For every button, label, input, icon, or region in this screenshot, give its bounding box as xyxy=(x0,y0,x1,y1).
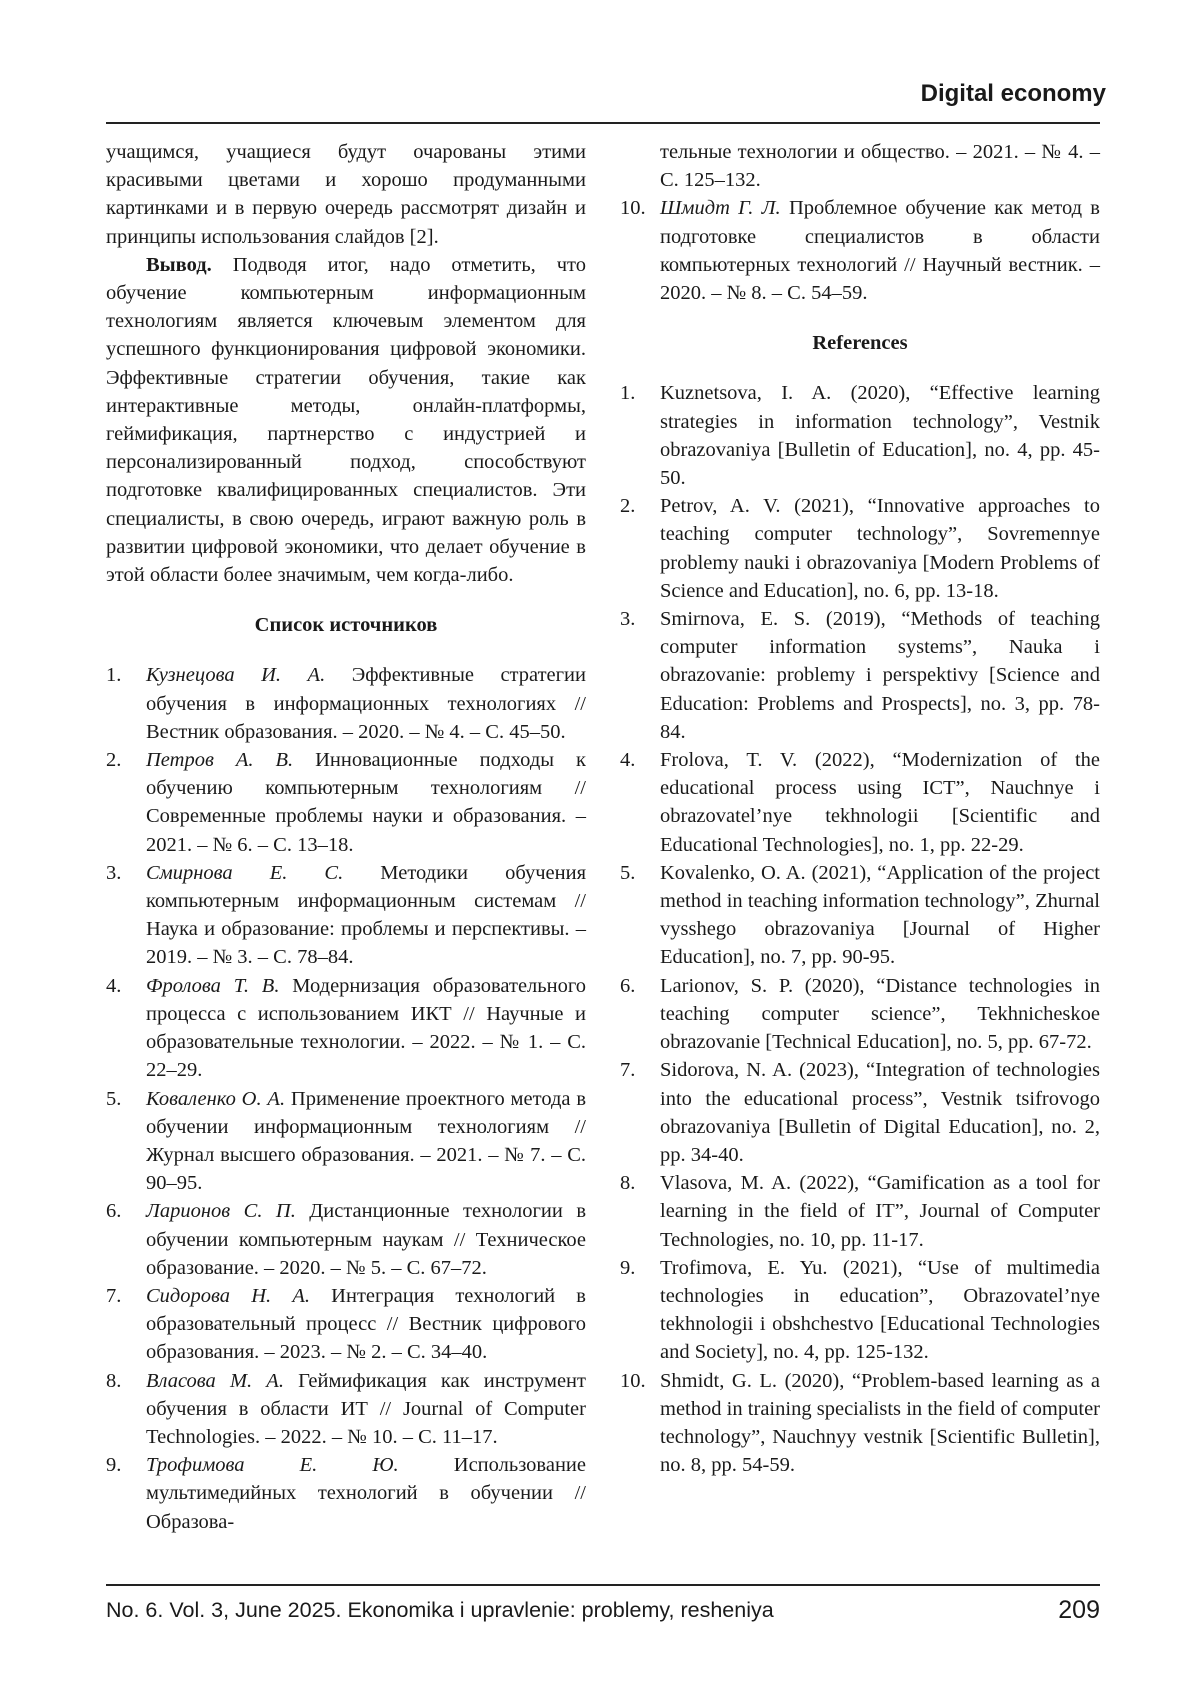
source-number: 5. xyxy=(106,1087,122,1110)
source-text xyxy=(660,194,1100,307)
reference-text: Larionov, S. P. (2020), “Distance technologies in teaching computer science”, Tekhnicheskoe obrazovanie [Technical Education], no. 5, pp. 67-72. xyxy=(660,974,1100,1054)
source-title: Методики обучения компьютерным информационным системам // Наука и образование: проблемы и перспективы. – 2019. – № 3. – С. 78–84. xyxy=(146,861,586,969)
page-number: 209 xyxy=(1058,1596,1100,1624)
source-text xyxy=(146,1085,586,1198)
reference-number: 4. xyxy=(620,749,636,772)
source-text xyxy=(146,661,586,746)
references-heading: References xyxy=(812,332,908,355)
source-number: 2. xyxy=(106,749,122,772)
reference-text: Kuznetsova, I. A. (2020), “Effective learning strategies in information technology”, Vestnik obrazovaniya [Bulletin of Education], no. 4, pp. 45-50. xyxy=(660,382,1100,490)
footer-rule xyxy=(106,1584,1100,1586)
source-item xyxy=(106,1451,586,1536)
source-author: Смирнова Е. С. xyxy=(146,861,344,884)
source-author: Шмидт Г. Л. xyxy=(660,197,781,220)
source-text xyxy=(146,859,586,972)
source-author: Фролова Т. В. xyxy=(146,974,280,997)
source-item xyxy=(620,194,1100,307)
reference-item xyxy=(620,492,1100,605)
sources-heading: Список источников xyxy=(254,614,438,637)
source-text xyxy=(146,1197,586,1282)
source-item xyxy=(106,1367,586,1452)
reference-number: 5. xyxy=(620,861,636,884)
source-number: 6. xyxy=(106,1200,122,1223)
reference-text: Frolova, T. V. (2022), “Modernization of the educational process using ICT”, Nauchnye i obrazovatel’nye tekhnologii [Scientific and Educational Technologies], no. 1, pp. 22-29. xyxy=(660,749,1100,856)
reference-number: 1. xyxy=(620,382,636,405)
sources-list xyxy=(106,661,586,1535)
source-item xyxy=(106,1085,586,1198)
source-item xyxy=(106,859,586,972)
reference-item xyxy=(620,859,1100,972)
reference-item xyxy=(620,379,1100,492)
body-paragraph: учащимся, учащиеся будут очарованы этими красивыми цветами и хорошо продуманными картинками и в первую очередь рассмотрят дизайн и принципы использования слайдов [2]. xyxy=(106,141,586,248)
source-item xyxy=(106,746,586,859)
reference-text: Smirnova, E. S. (2019), “Methods of teaching computer information systems”, Nauka i obrazovanie: problemy i perspektivy [Science and Education: Problems and Prospects], no. 3, pp. 78-84. xyxy=(660,608,1100,743)
source-title: Дистанционные технологии в обучении компьютерным наукам // Техническое образование. – 2020. – № 5. – С. 67–72. xyxy=(146,1200,586,1279)
source-item xyxy=(106,1197,586,1282)
reference-item xyxy=(620,1254,1100,1367)
source-item-continued xyxy=(620,138,1100,194)
source-text xyxy=(146,1367,586,1452)
reference-number: 10. xyxy=(620,1369,646,1392)
source-author: Петров А. В. xyxy=(146,749,294,772)
references-list xyxy=(620,379,1100,1479)
source-number: 8. xyxy=(106,1369,122,1392)
source-title: Интеграция технологий в образовательный процесс // Вестник цифрового образования. – 2023. – № 2. – С. 34–40. xyxy=(146,1284,586,1364)
reference-item xyxy=(620,746,1100,859)
reference-number: 9. xyxy=(620,1256,636,1279)
source-text xyxy=(146,972,586,1085)
source-item xyxy=(106,972,586,1085)
source-number: 4. xyxy=(106,974,122,997)
source-text-continued: тельные технологии и общество. – 2021. – № 4. – С. 125–132. xyxy=(660,141,1100,192)
right-column xyxy=(620,138,1100,1479)
left-column xyxy=(106,138,586,1536)
section-title: Digital economy xyxy=(920,80,1106,107)
source-author: Власова М. А. xyxy=(146,1369,284,1392)
source-number: 9. xyxy=(106,1454,122,1477)
source-text xyxy=(146,1282,586,1367)
source-number: 1. xyxy=(106,664,122,687)
reference-text: Shmidt, G. L. (2020), “Problem-based learning as a method in training specialists in the field of computer technology”, Nauchnyy vestnik [Scientific Bulletin], no. 8, pp. 54-59. xyxy=(660,1369,1100,1477)
reference-item xyxy=(620,605,1100,746)
conclusion-label: Вывод. xyxy=(146,253,212,276)
reference-number: 2. xyxy=(620,495,636,518)
reference-text: Vlasova, M. A. (2022), “Gamification as a tool for learning in the field of IT”, Journal of Computer Technologies, no. 10, pp. 11-17. xyxy=(660,1172,1100,1251)
source-author: Коваленко О. А. xyxy=(146,1087,286,1110)
source-item xyxy=(106,1282,586,1367)
reference-number: 6. xyxy=(620,974,636,997)
source-number: 10. xyxy=(620,197,646,220)
reference-number: 7. xyxy=(620,1059,636,1082)
source-title: Геймификация как инструмент обучения в области ИТ // Journal of Computer Technologies. – 2022. – № 10. – С. 11–17. xyxy=(146,1369,586,1448)
source-author: Кузнецова И. А. xyxy=(146,664,326,687)
conclusion-text: Подводя итог, надо отметить, что обучение компьютерным информационным технологиям является ключевым элементом для успешного функционирования цифровой экономики. Эффективные стратегии обучения, такие как интерактивные методы, онлайн-платформы, геймификация, партнерство с индустрией и персонализированный подход, способствуют подготовке квалифицированных специалистов. Эти специалисты, в свою очередь, играют важную роль в развитии цифровой экономики, что делает обучение в этой области более значимым, чем когда-либо. xyxy=(106,253,586,587)
source-title: Модернизация образовательного процесса с использованием ИКТ // Научные и образовательные технологии. – 2022. – № 1. – С. 22–29. xyxy=(146,974,586,1082)
source-title: Проблемное обучение как метод в подготовке специалистов в области компьютерных технологий // Научный вестник. – 2020. – № 8. – С. 54–59. xyxy=(660,197,1100,305)
source-item xyxy=(106,661,586,746)
source-text xyxy=(146,1451,586,1536)
header-rule xyxy=(106,122,1100,124)
reference-item xyxy=(620,1367,1100,1480)
source-number: 7. xyxy=(106,1284,122,1307)
conclusion-paragraph xyxy=(106,251,586,589)
reference-number: 8. xyxy=(620,1172,636,1195)
source-author: Сидорова Н. А. xyxy=(146,1284,310,1307)
reference-text: Sidorova, N. A. (2023), “Integration of technologies into the educational process”, Vestnik tsifrovogo obrazovaniya [Bulletin of Digital Education], no. 2, pp. 34-40. xyxy=(660,1059,1100,1166)
reference-text: Kovalenko, O. A. (2021), “Application of the project method in teaching information technology”, Zhurnal vysshego obrazovaniya [Journal of Higher Education], no. 7, pp. 90-95. xyxy=(660,861,1100,969)
reference-number: 3. xyxy=(620,608,636,631)
reference-item xyxy=(620,1169,1100,1254)
source-author: Трофимова Е. Ю. xyxy=(146,1454,399,1477)
source-number: 3. xyxy=(106,861,122,884)
source-text xyxy=(146,746,586,859)
reference-item xyxy=(620,1056,1100,1169)
source-author: Ларионов С. П. xyxy=(146,1200,296,1223)
source-title: Использование мультимедийных технологий в обучении // Образова- xyxy=(146,1454,586,1533)
reference-item xyxy=(620,972,1100,1057)
reference-text: Petrov, A. V. (2021), “Innovative approaches to teaching computer technology”, Sovremennye problemy nauki i obrazovaniya [Modern Problems of Science and Education], no. 6, pp. 13-18. xyxy=(660,495,1100,602)
footer-citation: No. 6. Vol. 3, June 2025. Ekonomika i upravlenie: problemy, resheniya xyxy=(106,1598,774,1622)
source-title: Инновационные подходы к обучению компьютерным технологиям // Современные проблемы науки и образования. – 2021. – № 6. – С. 13–18. xyxy=(146,749,586,856)
source-title: Применение проектного метода в обучении информационным технологиям // Журнал высшего образования. – 2021. – № 7. – С. 90–95. xyxy=(146,1087,586,1195)
source-title: Эффективные стратегии обучения в информационных технологиях // Вестник образования. – 2020. – № 4. – С. 45–50. xyxy=(146,664,586,743)
reference-text: Trofimova, E. Yu. (2021), “Use of multimedia technologies in education”, Obrazovatel’nye tekhnologii i obshchestvo [Educational Technologies and Society], no. 4, pp. 125-132. xyxy=(660,1256,1100,1364)
